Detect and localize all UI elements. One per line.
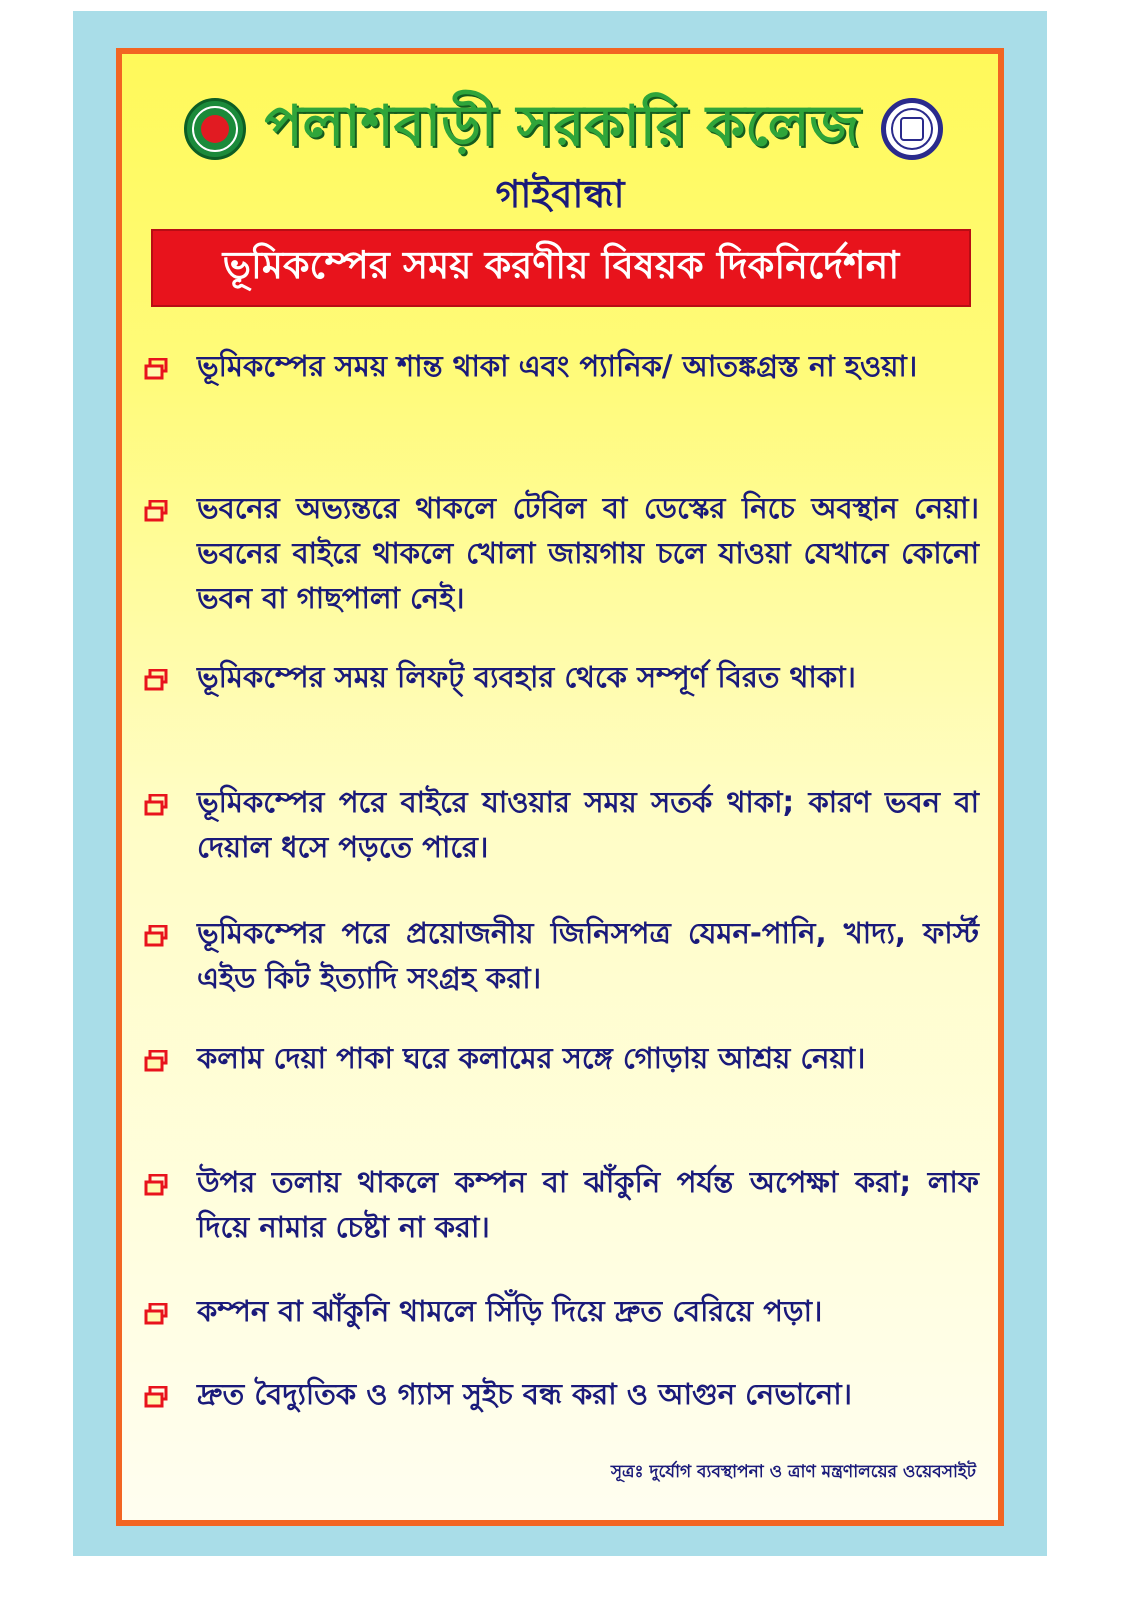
window-bullet-icon — [144, 1174, 168, 1196]
guideline-text: ভূমিকম্পের সময় শান্ত থাকা এবং প্যানিক/ আতঙ্কগ্রস্ত না হওয়া। — [197, 349, 918, 383]
window-bullet-icon — [144, 1303, 168, 1325]
college-name-title: পলাশবাড়ী সরকারি কলেজ — [264, 94, 860, 159]
poster-body — [122, 54, 998, 1520]
guideline-text: উপর তলায় থাকলে কম্পন বা ঝাঁকুনি পর্যন্ত অপেক্ষা করা; লাফ দিয়ে নামার চেষ্টা না করা। — [197, 1165, 979, 1244]
poster-orange-border — [116, 48, 1004, 1526]
window-bullet-icon — [144, 500, 168, 522]
window-bullet-icon — [144, 1050, 168, 1072]
poster-outer-border — [73, 11, 1047, 1556]
source-note: সূত্রঃ দুর্যোগ ব্যবস্থাপনা ও ত্রাণ মন্ত্রণালয়ের ওয়েবসাইট — [610, 1462, 976, 1482]
guideline-text: ভূমিকম্পের সময় লিফট্ ব্যবহার থেকে সম্পূর্ণ বিরত থাকা। — [197, 660, 856, 694]
district-name: গাইবান্ধা — [495, 172, 625, 216]
guideline-text: ভূমিকম্পের পরে বাইরে যাওয়ার সময় সতর্ক থাকা; কারণ ভবন বা দেয়াল ধসে পড়তে পারে। — [197, 785, 979, 864]
guideline-text: কলাম দেয়া পাকা ঘরে কলামের সঙ্গে গোড়ায় আশ্রয় নেয়া। — [197, 1041, 866, 1075]
guideline-text: ভবনের অভ্যন্তরে থাকলে টেবিল বা ডেস্কের নিচে অবস্থান নেয়া। ভবনের বাইরে থাকলে খোলা জায়গায় চলে যাওয়া যেখানে কোনো ভবন বা গাছপালা নেই। — [197, 491, 979, 615]
window-bullet-icon — [144, 358, 168, 380]
college-emblem-icon — [881, 98, 943, 160]
window-bullet-icon — [144, 925, 168, 947]
guideline-text: ভূমিকম্পের পরে প্রয়োজনীয় জিনিসপত্র যেমন-পানি, খাদ্য, ফার্স্ট এইড কিট ইত্যাদি সংগ্রহ করা। — [197, 916, 979, 995]
guideline-text: কম্পন বা ঝাঁকুনি থামলে সিঁড়ি দিয়ে দ্রুত বেরিয়ে পড়া। — [197, 1294, 823, 1328]
guideline-banner: ভূমিকম্পের সময় করণীয় বিষয়ক দিকনির্দেশনা — [151, 229, 971, 307]
window-bullet-icon — [144, 794, 168, 816]
guideline-text: দ্রুত বৈদ্যুতিক ও গ্যাস সুইচ বন্ধ করা ও আগুন নেভানো। — [197, 1377, 852, 1411]
bangladesh-government-seal-icon — [184, 98, 246, 160]
window-bullet-icon — [144, 669, 168, 691]
poster-header — [122, 54, 998, 234]
window-bullet-icon — [144, 1386, 168, 1408]
